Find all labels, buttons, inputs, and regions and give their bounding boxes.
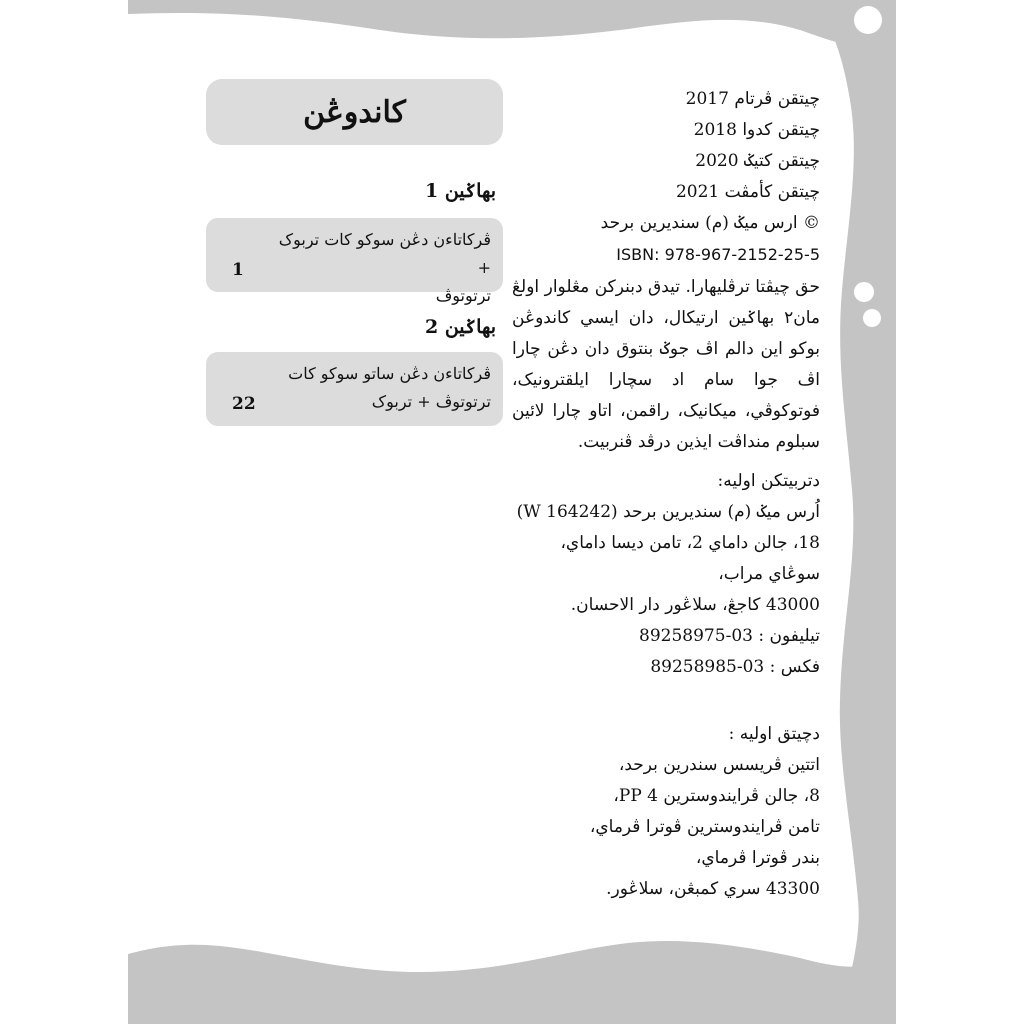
publisher-line: 43000 كاجڠ، سلاڠور دار الاحسان. (570, 595, 820, 615)
toc-entry-line: ڤركاتاءن دڠن ساتو سوكو كات (288, 364, 491, 383)
rights-paragraph: حق چيڤتا ترڤليهارا. تيدق دبنركن مڠلوار اولڠ مان٢ بهاݢين ارتيكال، دان ايسي كاندوڠن بوكو اين دالم اڤ جوݢ بنتوق دان دڠن چارا اڤ جوا سام اد سچارا ايلقترونيک، فوتوكوڤي، ميكانيک، راقمن، اتاو چارا لائين سبلوم منداڤت ايذين درڤد ڤنربيت. (512, 277, 820, 452)
publisher-line: 18، جالن داماي 2، تامن ديسا داماي، سوڠاي مراب، (560, 533, 820, 584)
toc-entry-page: 1 (232, 260, 244, 280)
edition-line: چيتقن كدوا 2018 (693, 120, 820, 140)
fax-value: 03-89258985 (650, 657, 765, 677)
copyright-block (512, 84, 820, 905)
fax-label: فكس (780, 657, 820, 677)
copyright-company: © ارس ميݢ (م) سنديرين برحد (600, 213, 820, 233)
toc-entry-page: 22 (232, 394, 256, 414)
edition-line: چيتقن كتيݢ 2020 (695, 151, 820, 171)
phone-line: تيليفون : 03-89258975 (639, 626, 820, 646)
right-wave-border (830, 0, 896, 1024)
bottom-wave-border (128, 941, 896, 1024)
publisher-line: اُرس ميݢ (م) سنديرين برحد (W 164242) (516, 502, 820, 522)
phone-value: 03-89258975 (639, 626, 753, 646)
toc-section-heading: بهاݢين 1 (424, 180, 496, 202)
toc-entry-line: ڤركاتاءن دڠن سوكو كات تربوک + (278, 230, 491, 277)
top-wave-border (128, 0, 896, 46)
decor-circle-mid1 (854, 282, 874, 302)
edition-line: چيتقن كأمڤت 2021 (675, 182, 820, 202)
toc-entry[interactable] (206, 352, 503, 426)
printer-line: اتتين ڤريسس سندرين برحد، (618, 755, 820, 775)
toc-entry-line: ترتوتوڤ (435, 286, 491, 305)
printer-line: تامن ڤرايندوسترين ڤوترا ڤرماي، (589, 817, 820, 837)
toc-entry[interactable] (206, 218, 503, 305)
decor-circle-top (854, 6, 882, 34)
publisher-heading: دتربيتكن اوليه: (717, 471, 820, 491)
edition-line: چيتقن ڤرتام 2017 (685, 89, 820, 109)
fax-line: فكس : 03-89258985 (650, 657, 820, 677)
decor-circle-mid2 (863, 309, 881, 327)
phone-label: تيليفون (769, 626, 820, 646)
printer-line: 8، جالن ڤرايندوسترين PP 4، (613, 786, 820, 806)
isbn: ISBN: 978-967-2152-25-5 (616, 245, 820, 264)
toc-section-heading: بهاݢين 2 (424, 316, 496, 338)
toc-entry-title (261, 226, 491, 310)
printer-line: 43300 سري كمبڠن، سلاڠور. (606, 879, 820, 899)
printer-heading: دچيتق اوليه : (728, 724, 820, 744)
toc-entry-line: ترتوتوڤ + تربوک (371, 392, 491, 411)
toc-title: كاندوڠن (206, 79, 503, 145)
printer-line: بندر ڤوترا ڤرماي، (695, 848, 820, 868)
toc-entry-title (261, 360, 491, 416)
